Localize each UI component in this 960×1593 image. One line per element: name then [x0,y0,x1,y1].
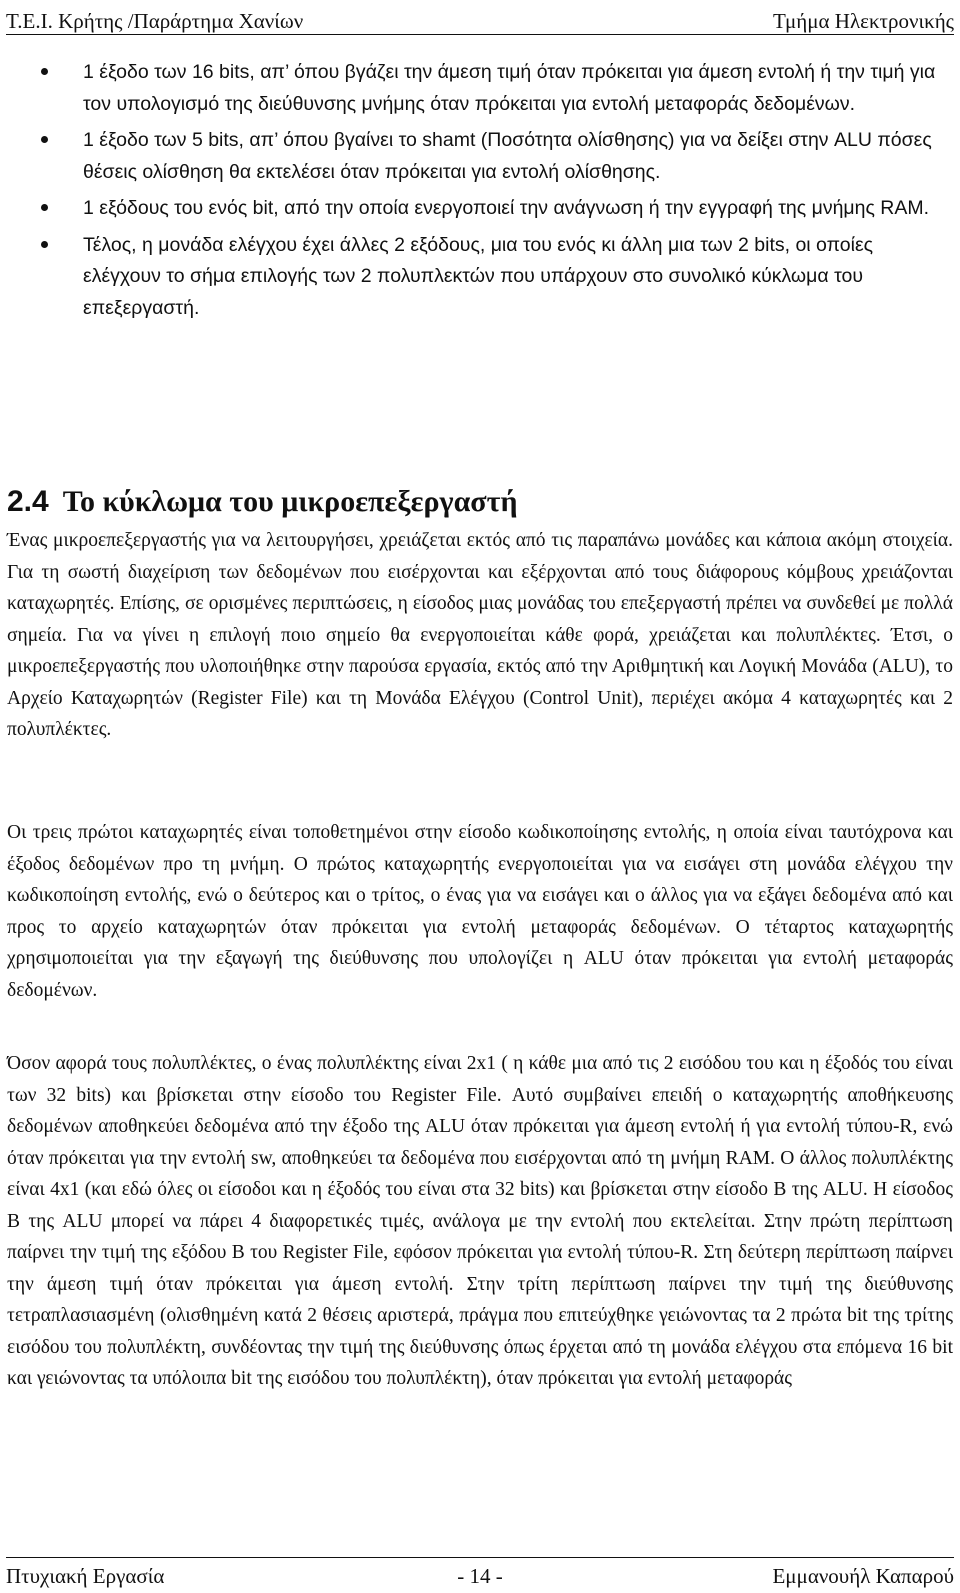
section-title: Το κύκλωμα του μικροεπεξεργαστή [62,485,518,518]
list-item [0,125,960,188]
list-item-text: 1 έξοδο των 5 bits, απ’ όπου βγαίνει το shamt (Ποσότητα ολίσθησης) για να δείξει στην ALU πόσες θέσεις ολίσθηση θα εκτελέσει όταν πρόκειται για εντολή ολίσθησης. [83,129,932,183]
page-header [6,2,954,34]
list-item-text: 1 έξοδο των 16 bits, απ’ όπου βγάζει την άμεση τιμή όταν πρόκειται για άμεση εντολή ή την τιμή για τον υπολογισμό της διεύθυνσης μνήμης όταν πρόκειται για εντολή μεταφοράς δεδομένων. [83,61,936,115]
header-institution: Τ.Ε.Ι. Κρήτης /Παράρτημα Χανίων [6,9,304,33]
body-paragraph: Οι τρεις πρώτοι καταχωρητές είναι τοποθετημένοι στην είσοδο κωδικοποίησης εντολής, η οποία είναι ταυτόχρονα και έξοδος δεδομένων προ τη μνήμη. Ο πρώτος καταχωρητής ενεργοποιείται για να εισάγει στη μονάδα ελέγχου την κωδικοποίηση εντολής, ενώ ο δεύτερος και ο τρίτος, ο ένας για να εισάγει και ο άλλος για να εξάγει δεδομένα από και προς το αρχείο καταχωρητών όταν πρόκειται για εντολή μεταφοράς δεδομένων. Ο τέταρτος καταχωρητής χρησιμοποιείται για την εξαγωγή της διεύθυνσης που υπολογίζει η ALU όταν πρόκειται για εντολή μεταφοράς δεδομένων. [7,822,953,1001]
list-item-text: 1 εξόδους του ενός bit, από την οποία ενεργοποιεί την ανάγνωση ή την εγγραφή της μνήμης RAM. [83,197,930,219]
bullet-list [0,57,960,329]
list-item [0,230,960,325]
header-divider [6,34,954,35]
section-heading [7,484,518,520]
body-paragraph: Όσον αφορά τους πολυπλέκτες, ο ένας πολυπλέκτης είναι 2x1 ( η κάθε μια από τις 2 εισόδου του και η έξοδός του είναι των 32 bits) και βρίσκεται στην είσοδο του Register File. Αυτό συμβαίνει επειδή ο καταχωρητής αποθήκευσης δεδομένων αποθηκεύει δεδομένα από την έξοδο της ALU όταν πρόκειται για άμεση εντολή ή για εντολή τύπου-R, ενώ όταν πρόκειται για την εντολή sw, αποθηκεύει τα δεδομένα που εισέρχονται από τη μνήμη RAM. Ο άλλος πολυπλέκτης είναι 4x1 (και εδώ όλες οι είσοδοι και η έξοδός του είναι στα 32 bits) και βρίσκεται στην είσοδο B της ALU. Η είσοδος B της ALU μπορεί να πάρει 4 διαφορετικές τιμές, ανάλογα με την εντολή που εκτελείται. Στην πρώτη περίπτωση παίρνει την τιμή της εξόδου B του Register File, εφόσον πρόκειται για εντολή τύπου-R. Στη δεύτερη περίπτωση παίρνει την άμεση τιμή όταν πρόκειται για άμεση εντολή. Στην τρίτη περίπτωση παίρνει την τιμή της διεύθυνσης τετραπλασιασμένη (ολισθημένη κατά 2 θέσεις αριστερά, πράγμα που επιτεύχθηκε γειώνοντας τα 2 πρώτα bit της τρίτης εισόδου του πολυπλέκτη, συνδέοντας την τιμή της διεύθυνσης όπως έρχεται από τη μονάδα ελέγχου στα επόμενα 16 bit και γειώνοντας τα υπόλοιπα bit της εισόδου του πολυπλέκτη), όταν πρόκειται για εντολή μεταφοράς [7,1053,953,1389]
header-department: Τμήμα Ηλεκτρονικής [773,9,954,33]
section-number: 2.4 [7,485,49,518]
list-item-text: Τέλος, η μονάδα ελέγχου έχει άλλες 2 εξόδους, μια του ενός κι άλλη μια των 2 bits, οι οποίες ελέγχουν το σήμα επιλογής των 2 πολυπλεκτών που υπάρχουν στο συνολικό κύκλωμα του επεξεργαστή. [83,233,874,319]
page-footer [6,1560,954,1590]
body-paragraph: Ένας μικροεπεξεργαστής για να λειτουργήσει, χρειάζεται εκτός από τις παραπάνω μονάδες και κάποια ακόμη στοιχεία. Για τη σωστή διαχείριση των δεδομένων που εισέρχονται και εξέρχονται από τους διάφορους κόμβους χρειάζονται καταχωρητές. Επίσης, σε ορισμένες περιπτώσεις, η είσοδος μιας μονάδας του επεξεργαστή πρέπει να συνδεθεί με πολλά σημεία. Για να γίνει η επιλογή ποιο σημείο θα ενεργοποιείται κάθε φορά, χρειάζεται και πολυπλέκτες. Έτσι, ο μικροεπεξεργαστής που υλοποιήθηκε στην παρούσα εργασία, εκτός από την Αριθμητική και Λογική Μονάδα (ALU), το Αρχείο Καταχωρητών (Register File) και τη Μονάδα Ελέγχου (Control Unit), περιέχει ακόμα 4 καταχωρητές και 2 πολυπλέκτες. [7,530,953,740]
bullet-icon [41,241,48,248]
list-item [0,193,960,225]
page-number: - 14 - [457,1564,503,1588]
bullet-icon [41,136,48,143]
footer-document-type: Πτυχιακή Εργασία [6,1564,165,1588]
footer-divider [6,1557,954,1558]
bullet-icon [41,204,48,211]
footer-author: Εμμανουήλ Καπαρού [772,1564,954,1588]
list-item [0,57,960,120]
bullet-icon [41,68,48,75]
